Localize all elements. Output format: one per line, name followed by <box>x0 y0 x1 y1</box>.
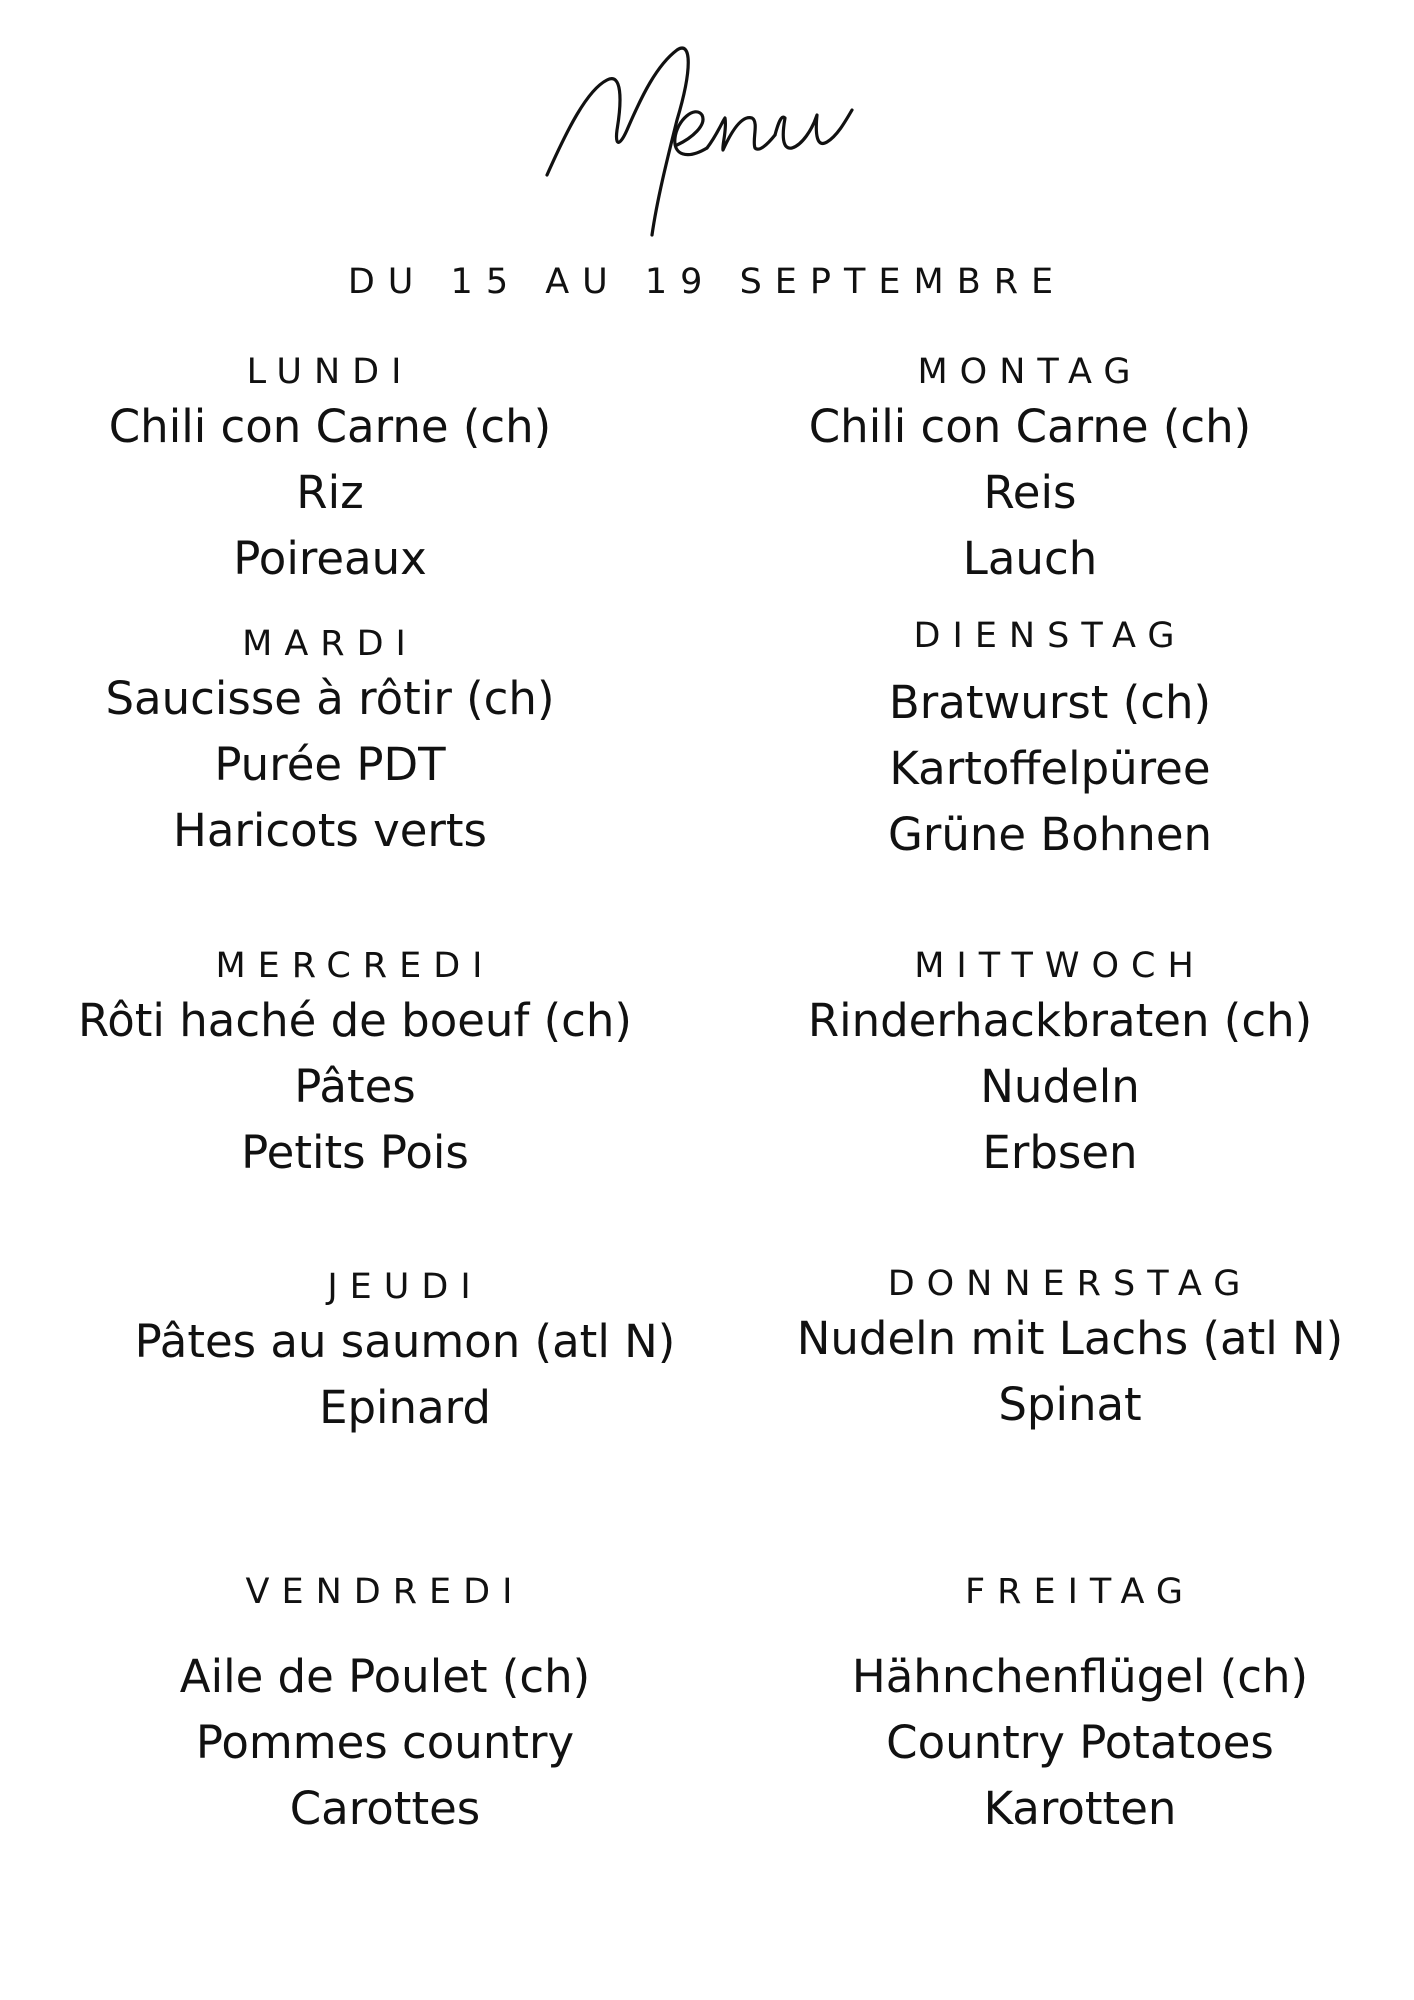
dish: Spinat <box>998 1378 1142 1431</box>
day-tuesday-fr <box>90 622 570 864</box>
date-range: DU 15 AU 19 SEPTEMBRE <box>347 262 1067 302</box>
dish: Chili con Carne (ch) <box>808 400 1252 453</box>
dish: Reis <box>983 466 1077 519</box>
day-wednesday-fr <box>70 944 640 1186</box>
menu-script-lettering <box>527 10 887 260</box>
day-label: DONNERSTAG <box>887 1264 1253 1304</box>
dish: Rôti haché de boeuf (ch) <box>78 994 632 1047</box>
dish: Bratwurst (ch) <box>888 676 1212 729</box>
dish: Hähnchenflügel (ch) <box>851 1650 1309 1703</box>
day-label: VENDREDI <box>245 1572 525 1612</box>
day-label: MITTWOCH <box>914 946 1206 986</box>
day-label: MONTAG <box>917 352 1143 392</box>
dish: Grüne Bohnen <box>887 808 1213 861</box>
dish: Nudeln mit Lachs (atl N) <box>796 1312 1344 1365</box>
dish: Aile de Poulet (ch) <box>179 1650 591 1703</box>
dish: Epinard <box>319 1381 491 1434</box>
dish: Nudeln <box>980 1060 1140 1113</box>
dish: Lauch <box>962 532 1098 585</box>
day-friday-de <box>820 1570 1340 1842</box>
dish: Rinderhackbraten (ch) <box>807 994 1313 1047</box>
dish: Kartoffelpüree <box>889 742 1211 795</box>
day-monday-de <box>790 350 1270 592</box>
dish: Riz <box>296 466 364 519</box>
dish: Saucisse à rôtir (ch) <box>105 672 555 725</box>
dish: Purée PDT <box>214 738 446 791</box>
dish: Pâtes au saumon (atl N) <box>134 1315 676 1368</box>
dish: Erbsen <box>982 1126 1138 1179</box>
day-label: LUNDI <box>246 352 414 392</box>
day-thursday-de <box>770 1262 1370 1438</box>
dish: Poireaux <box>233 532 427 585</box>
dish: Carottes <box>289 1782 481 1835</box>
day-monday-fr <box>90 350 570 592</box>
dish: Country Potatoes <box>886 1716 1274 1769</box>
day-label: FREITAG <box>965 1572 1195 1612</box>
day-tuesday-de <box>800 614 1300 868</box>
dish: Haricots verts <box>173 804 487 857</box>
day-friday-fr <box>130 1570 640 1842</box>
dish: Pâtes <box>294 1060 416 1113</box>
day-label: JEUDI <box>327 1267 483 1307</box>
dish: Pommes country <box>195 1716 575 1769</box>
day-label: MARDI <box>242 624 418 664</box>
day-wednesday-de <box>790 944 1330 1186</box>
day-label: DIENSTAG <box>913 616 1187 656</box>
menu-title-script <box>0 10 1414 260</box>
day-thursday-fr <box>120 1265 690 1441</box>
dish: Karotten <box>983 1782 1177 1835</box>
dish: Petits Pois <box>241 1126 469 1179</box>
dish: Chili con Carne (ch) <box>108 400 552 453</box>
day-label: MERCREDI <box>215 946 495 986</box>
